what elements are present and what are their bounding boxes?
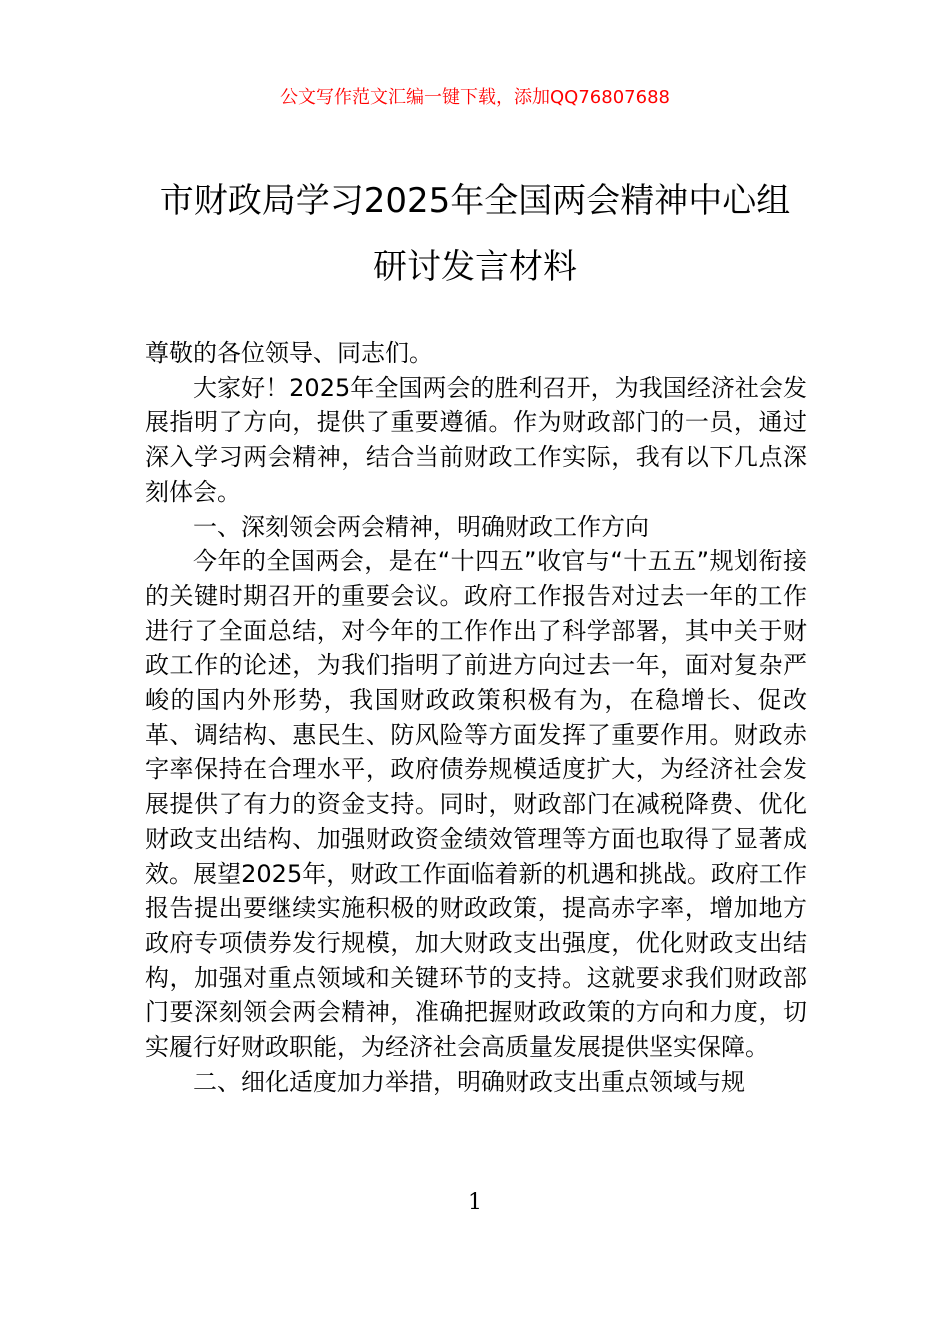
salutation: 尊敬的各位领导、同志们。	[145, 339, 433, 367]
document-title	[100, 168, 850, 300]
paragraph-section-1: 今年的全国两会，是在“十四五”收官与“十五五”规划衔接的关键时期召开的重要会议。政府工作报告对过去一年的工作进行了全面总结，对今年的工作作出了科学部署，其中关于财政工作的论述，为我们指明了前进方向过去一年，面对复杂严峻的国内外形势，我国财政政策积极有为，在稳增长、促改革、调结构、惠民生、防风险等方面发挥了重要作用。财政赤字率保持在合理水平，政府债券规模适度扩大，为经济社会发展提供了有力的资金支持。同时，财政部门在减税降费、优化财政支出结构、加强财政资金绩效管理等方面也取得了显著成效。展望2025年，财政工作面临着新的机遇和挑战。政府工作报告提出要继续实施积极的财政政策，提高赤字率，增加地方政府专项债券发行规模，加大财政支出强度，优化财政支出结构，加强对重点领域和关键环节的支持。这就要求我们财政部门要深刻领会两会精神，准确把握财政政策的方向和力度，切实履行好财政职能，为经济社会高质量发展提供坚实保障。	[145, 547, 807, 1062]
title-line-1: 市财政局学习2025年全国两会精神中心组	[159, 181, 791, 221]
document-body	[145, 336, 807, 1099]
title-line-2: 研讨发言材料	[373, 247, 577, 287]
download-notice: 公文写作范文汇编一键下载，添加QQ76807688	[280, 87, 670, 108]
section-heading-2: 二、细化适度加力举措，明确财政支出重点领域与规	[193, 1067, 745, 1096]
paragraph-opening: 大家好！2025年全国两会的胜利召开，为我国经济社会发展指明了方向，提供了重要遵循。作为财政部门的一员，通过深入学习两会精神，结合当前财政工作实际，我有以下几点深刻体会。	[145, 373, 807, 506]
page-number: 1	[468, 1190, 482, 1215]
section-heading-1: 一、深刻领会两会精神，明确财政工作方向	[193, 512, 649, 541]
